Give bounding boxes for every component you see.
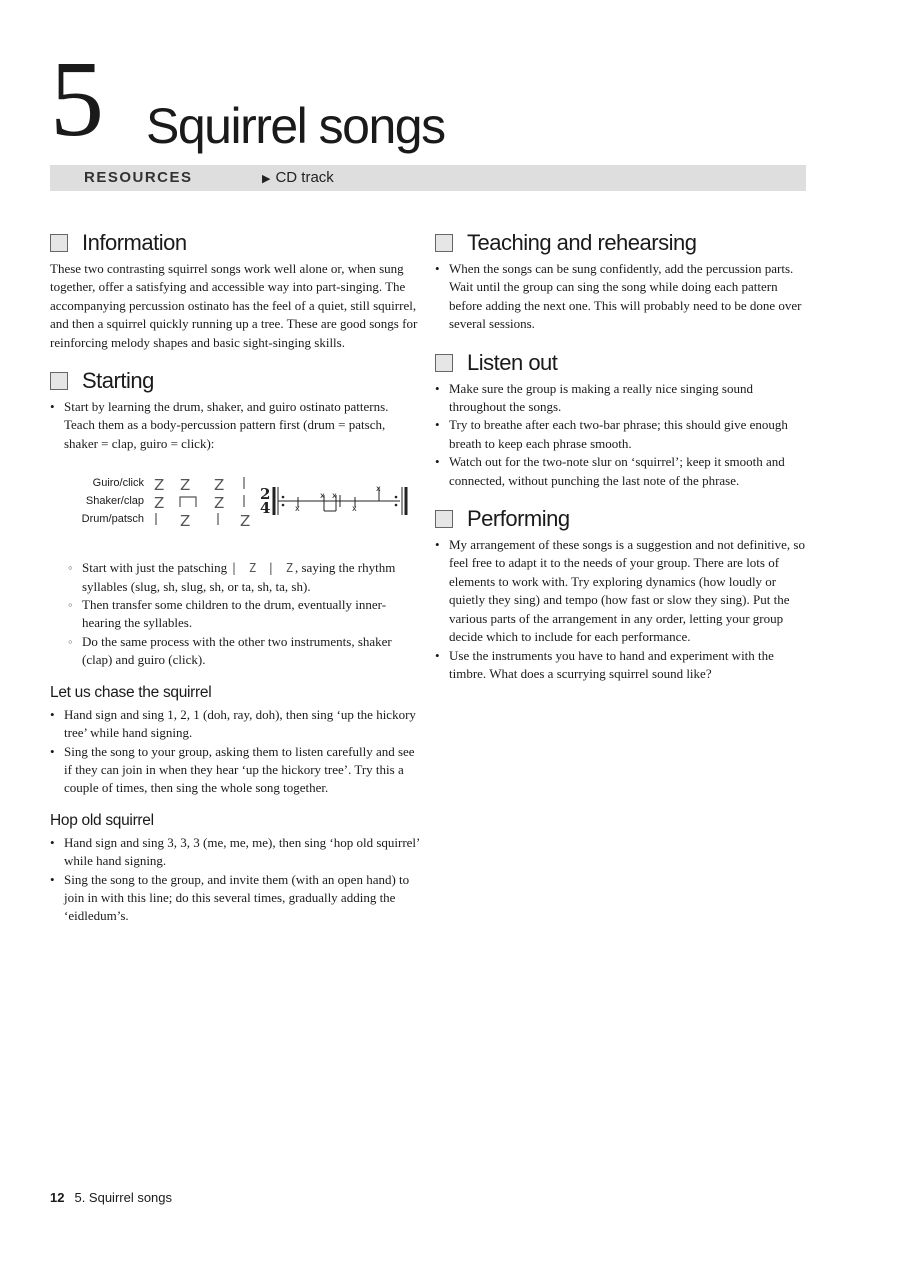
chapter-number: 5 <box>50 40 104 159</box>
section-heading <box>435 348 807 378</box>
svg-text:Z: Z <box>214 476 225 495</box>
svg-text:2: 2 <box>260 485 271 504</box>
play-triangle-icon: ▶ <box>262 173 271 185</box>
information-text: These two contrasting squirrel songs work well alone or, when sung together, offer a satisfying and accessible way into part-singing. The accompanying percussion ostinato has the feel of a quiet, still squirrel, and then a squirrel quickly running up a tree. These are good songs for reinforcing melody shapes and basic sight-singing skills. <box>50 261 418 350</box>
resources-cd-track[interactable] <box>262 165 334 192</box>
section-hop <box>50 812 422 926</box>
list-item: • My arrangement of these songs is a suggestion and not definitive, so feel free to adapt it to the needs of your group. There are lots of elements to work with. Try exploring dynamics (how loudly or quietly they sing) and tempo (how fast or slow they sing). Put the various parts of the arrangement in any order, letting your group decide which to include for each performance. <box>435 536 807 646</box>
section-heading <box>50 228 422 258</box>
section-starting <box>50 366 422 670</box>
list-item: • Hand sign and sing 3, 3, 3 (me, me, me), then sing ‘hop old squirrel’ while hand signing. <box>50 834 422 871</box>
list-item: • Use the instruments you have to hand and experiment with the timbre. What does a scurrying squirrel sound like? <box>435 647 807 684</box>
svg-text:x: x <box>320 491 325 501</box>
svg-text:x: x <box>352 504 357 514</box>
resources-item-label: CD track <box>275 169 334 186</box>
section-chase <box>50 684 422 798</box>
section-listen <box>435 348 807 490</box>
svg-text:Z: Z <box>154 494 165 513</box>
svg-text:Z: Z <box>180 476 191 495</box>
resources-label: RESOURCES <box>84 169 193 186</box>
section-title: Performing <box>467 506 570 532</box>
list-item: • Sing the song to your group, asking them to listen carefully and see if they can join in when they hear ‘up the hickory tree’. Try this a couple of times, then sing the whole song together. <box>50 743 422 798</box>
list-item: • When the songs can be sung confidently, add the percussion parts. Wait until the group can sing the song while doing each pattern before adding the next one. This will probably need to be done over several sessions. <box>435 260 807 334</box>
section-title: Teaching and rehearsing <box>467 230 697 255</box>
svg-text:x: x <box>332 491 337 501</box>
sub-list-item <box>68 559 422 596</box>
checkbox-square-icon <box>435 510 453 528</box>
page-number: 12 <box>50 1190 65 1205</box>
svg-text:Z: Z <box>154 476 165 495</box>
notation-label-guiro: Guiro/click <box>92 477 144 490</box>
subsection-title: Let us chase the squirrel <box>50 683 212 701</box>
section-title: Listen out <box>467 349 558 375</box>
page-footer <box>50 1190 172 1205</box>
subsection-title: Hop old squirrel <box>50 811 154 829</box>
list-item: • Start by learning the drum, shaker, and guiro ostinato patterns. Teach them as a body-percussion pattern first (drum = patsch, shaker = clap, guiro = click): <box>50 398 422 453</box>
left-column <box>50 228 422 940</box>
footer-chapter: 5. Squirrel songs <box>74 1190 173 1205</box>
section-heading <box>50 366 422 396</box>
svg-text:Z: Z <box>214 494 225 513</box>
section-title: Starting <box>82 368 154 394</box>
right-column <box>435 228 807 697</box>
chapter-title: Squirrel songs <box>146 98 445 154</box>
notation-label-shaker: Shaker/clap <box>85 495 144 508</box>
sub-list-item: ◦ Do the same process with the other two instruments, shaker (clap) and guiro (click). <box>68 633 422 670</box>
checkbox-square-icon <box>50 372 68 390</box>
section-heading <box>435 504 807 534</box>
section-information <box>50 228 422 352</box>
section-teaching <box>435 228 807 334</box>
resources-bar <box>50 165 806 191</box>
svg-text:x: x <box>295 504 300 514</box>
checkbox-square-icon <box>435 234 453 252</box>
notation-graphic <box>150 471 422 535</box>
list-item: • Watch out for the two-note slur on ‘squirrel’; keep it smooth and connected, without punching the last note of the phrase. <box>435 453 807 490</box>
svg-text:Z: Z <box>240 512 251 531</box>
section-title: Information <box>82 230 187 255</box>
rhythm-glyph: | Z | Z <box>230 561 295 576</box>
list-item: • Try to breathe after each two-bar phrase; this should give enough breath to keep each phrase smooth. <box>435 416 807 453</box>
svg-text:4: 4 <box>260 499 271 518</box>
svg-text:Z: Z <box>180 512 191 531</box>
sub-item-text-post: , saying the rhythm syllables (slug, sh, slug, sh, or ta, sh, ta, sh). <box>82 560 396 594</box>
list-item: • Sing the song to the group, and invite them (with an open hand) to join in with this line; do this several times, gradually adding the ‘eidledum’s. <box>50 871 422 926</box>
list-item: • Make sure the group is making a really nice singing sound throughout the songs. <box>435 380 807 417</box>
sub-item-text-pre: Start with just the patsching <box>82 560 228 576</box>
svg-text:x: x <box>376 484 381 494</box>
list-item: • Hand sign and sing 1, 2, 1 (doh, ray, doh), then sing ‘up the hickory tree’ while hand signing. <box>50 706 422 743</box>
notation-label-drum: Drum/patsch <box>81 513 144 526</box>
section-performing <box>435 504 807 683</box>
checkbox-square-icon <box>50 234 68 252</box>
checkbox-square-icon <box>435 354 453 372</box>
rhythm-notation <box>50 471 422 549</box>
sub-list-item: ◦ Then transfer some children to the drum, eventually inner-hearing the syllables. <box>68 596 422 633</box>
section-heading <box>435 228 807 258</box>
